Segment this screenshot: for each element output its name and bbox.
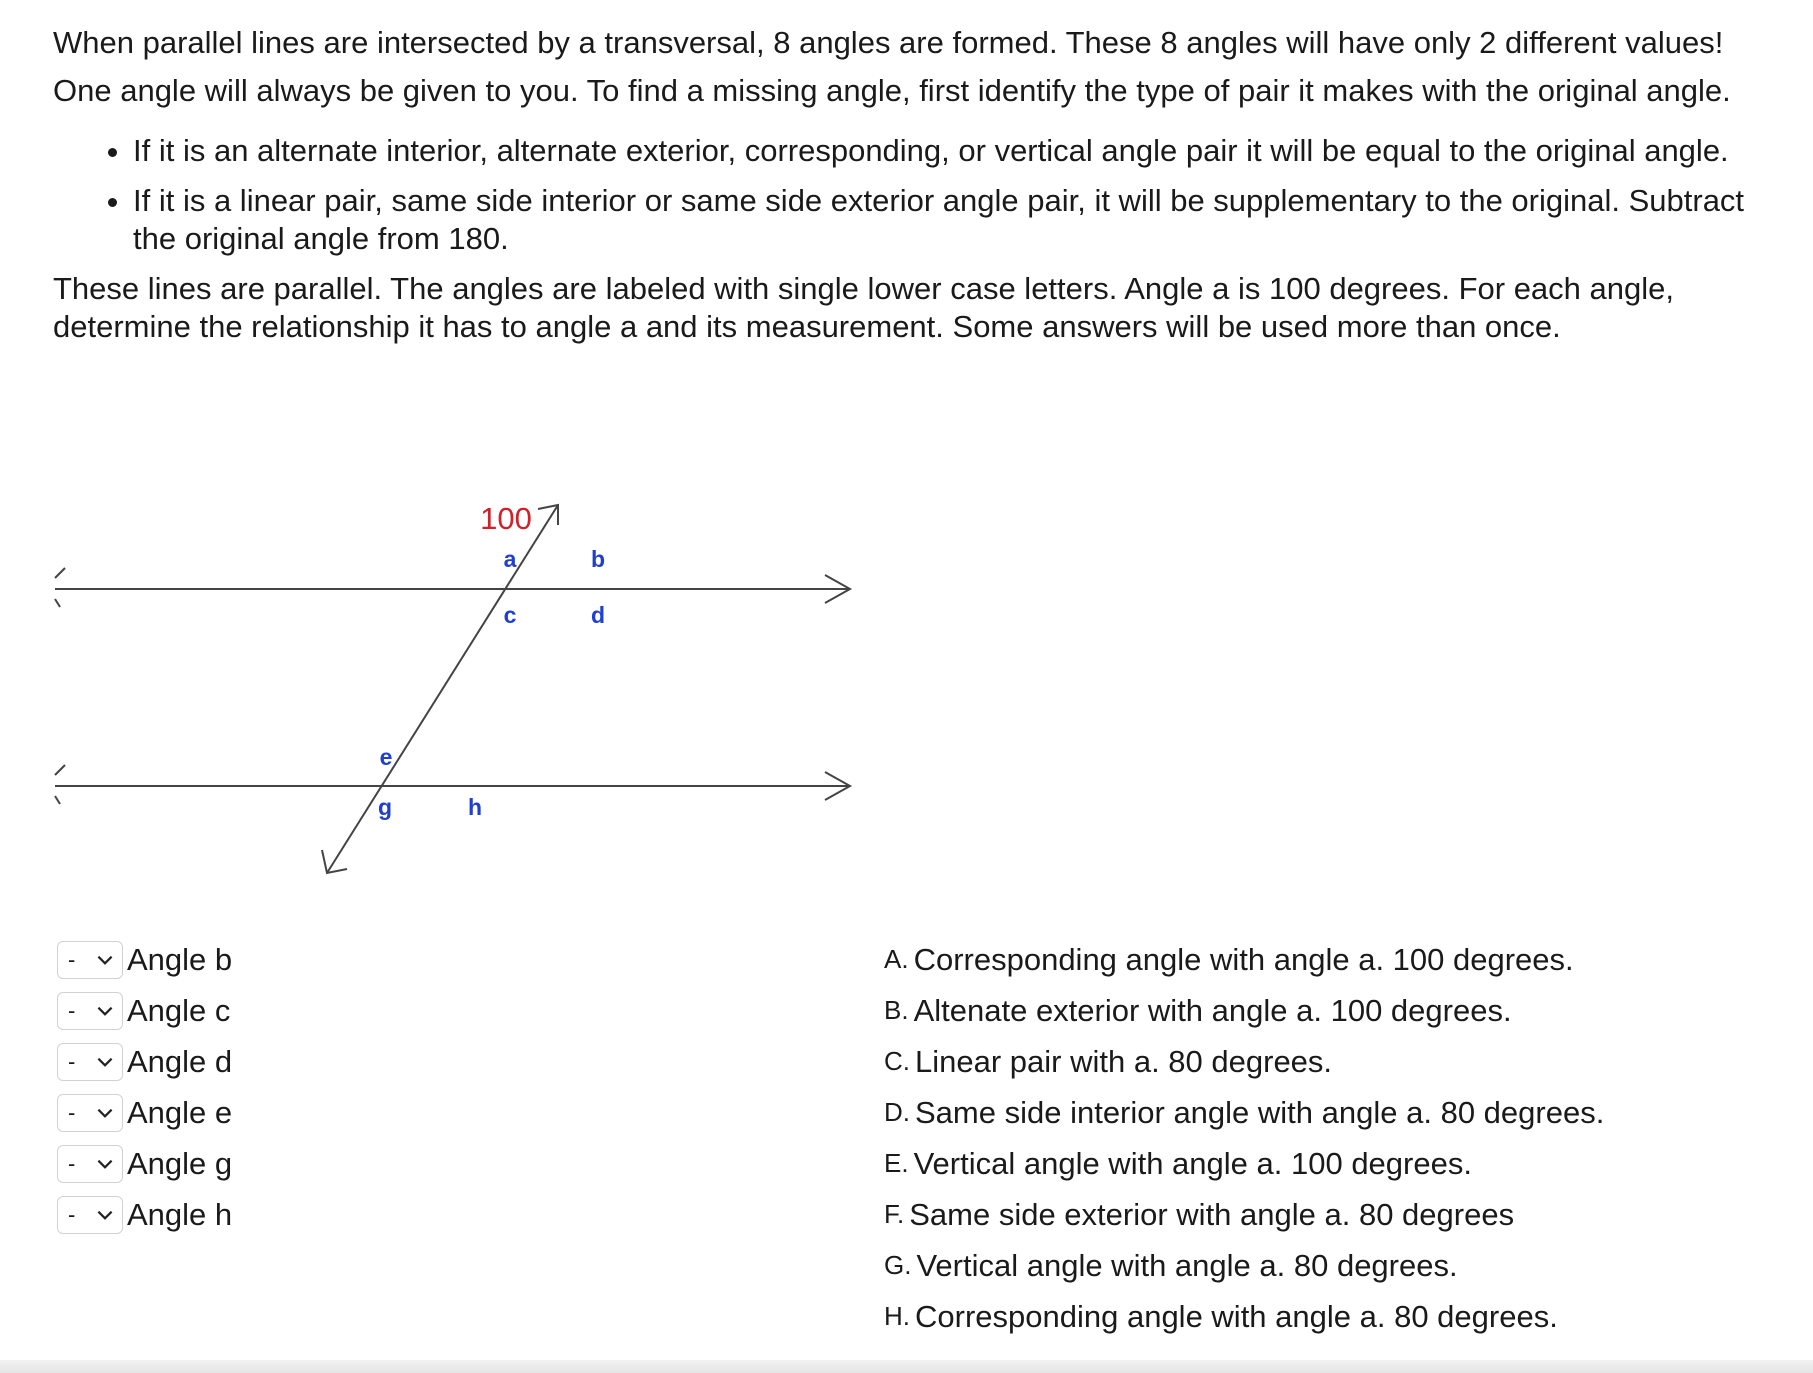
option-letter: D. [884,1097,910,1127]
answer-select-angle-e[interactable] [57,1094,123,1132]
angle-label-h: h [467,794,483,820]
select-value: - [68,1048,76,1074]
answer-option-g [884,1240,1604,1291]
match-label: Angle e [127,1094,233,1130]
option-text: Corresponding angle with angle a. 80 degrees. [915,1298,1558,1334]
matching-questions [57,934,232,1240]
angle-label-g: g [377,794,393,820]
match-row-angle-b [57,934,232,985]
arrow-left-icon [55,599,60,607]
answer-option-h [884,1291,1604,1342]
option-text: Same side exterior with angle a. 80 degrees [909,1196,1515,1232]
arrow-left-icon [55,568,65,578]
chevron-down-icon [94,1051,116,1073]
angle-label-a: a [503,546,517,572]
select-value: - [68,997,76,1023]
page-bottom-edge [0,1360,1813,1373]
answer-option-d [884,1087,1604,1138]
intro-paragraph: When parallel lines are intersected by a transversal, 8 angles are formed. These 8 angles will have only 2 different values! [53,25,1724,60]
match-label: Angle b [127,941,233,977]
match-row-angle-g [57,1138,232,1189]
parallel-lines-diagram [45,495,865,895]
option-letter: B. [884,995,909,1025]
answer-option-f [884,1189,1604,1240]
rule-supplementary: • If it is a linear pair, same side interior or same side exterior angle pair, it will be supplementary to the original. Subtract the original angle from 180. [133,182,1753,258]
answer-option-a [884,934,1604,985]
option-text: Vertical angle with angle a. 80 degrees. [916,1247,1458,1283]
option-letter: E. [884,1148,909,1178]
transversal-line [327,505,558,873]
match-row-angle-d [57,1036,232,1087]
answer-select-angle-h[interactable] [57,1196,123,1234]
match-row-angle-h [57,1189,232,1240]
match-label: Angle h [127,1196,233,1232]
option-letter: F. [884,1199,905,1229]
match-label: Angle g [127,1145,233,1181]
match-row-angle-e [57,1087,232,1138]
match-label: Angle d [127,1043,233,1079]
select-value: - [68,1150,76,1176]
arrow-left-icon [55,796,60,804]
match-label: Angle c [127,992,231,1028]
instruction-paragraph: One angle will always be given to you. To find a missing angle, first identify the type of pair it makes with the original angle. [53,73,1731,108]
option-text: Same side interior angle with angle a. 80 degrees. [915,1094,1605,1130]
answer-option-e [884,1138,1604,1189]
select-value: - [68,1201,76,1227]
rule-list [53,132,1753,258]
chevron-down-icon [94,1102,116,1124]
arrow-left-icon [55,765,65,775]
chevron-down-icon [94,1000,116,1022]
option-text: Vertical angle with angle a. 100 degrees. [913,1145,1472,1181]
match-row-angle-c [57,985,232,1036]
select-value: - [68,1099,76,1125]
option-letter: H. [884,1301,910,1331]
option-text: Corresponding angle with angle a. 100 degrees. [913,941,1574,977]
select-value: - [68,946,76,972]
chevron-down-icon [94,1204,116,1226]
angle-label-b: b [590,546,606,572]
task-paragraph: These lines are parallel. The angles are labeled with single lower case letters. Angle a is 100 degrees. For each angle, determine the relationship it has to angle a and its measurement. Some answers will be used more than once. [53,271,1674,344]
answer-option-b [884,985,1604,1036]
option-text: Altenate exterior with angle a. 100 degrees. [913,992,1512,1028]
chevron-down-icon [94,1153,116,1175]
rule-equal: • If it is an alternate interior, alternate exterior, corresponding, or vertical angle pair it will be equal to the original angle. [133,132,1753,170]
answer-select-angle-c[interactable] [57,992,123,1030]
answer-select-angle-g[interactable] [57,1145,123,1183]
option-text: Linear pair with a. 80 degrees. [915,1043,1333,1079]
option-letter: G. [884,1250,912,1280]
answer-select-angle-d[interactable] [57,1043,123,1081]
angle-label-e: e [379,744,393,770]
question-content [53,24,1753,356]
given-angle-value: 100 [480,501,532,536]
answer-select-angle-b[interactable] [57,941,123,979]
chevron-down-icon [94,949,116,971]
option-letter: C. [884,1046,910,1076]
angle-label-d: d [590,602,606,628]
angle-label-c: c [503,602,517,628]
answer-option-c [884,1036,1604,1087]
option-letter: A. [884,944,909,974]
answer-options [884,934,1604,1342]
